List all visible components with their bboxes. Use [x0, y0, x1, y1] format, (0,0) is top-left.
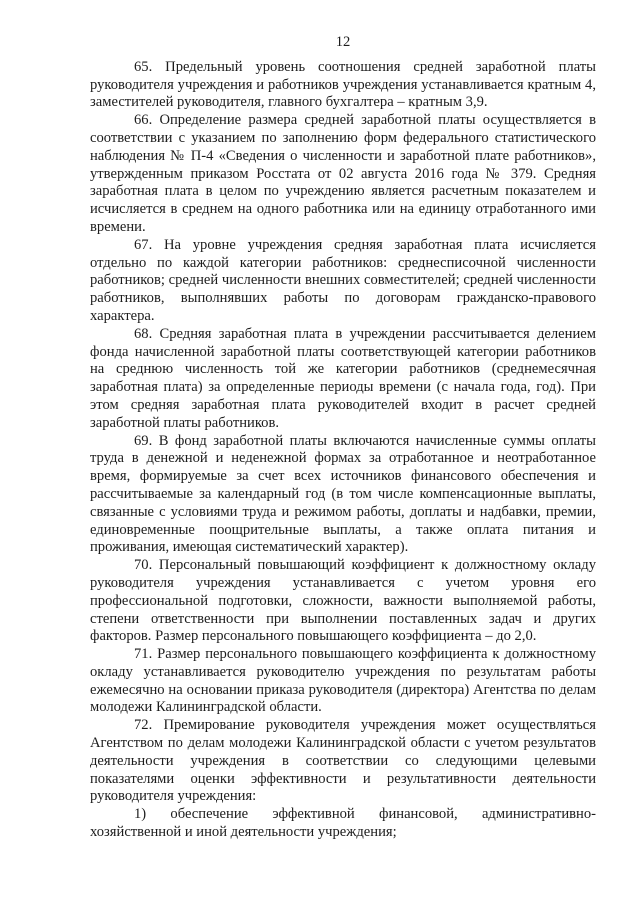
paragraph-65: 65. Предельный уровень соотношения средней заработной платы руководителя учреждения и работников учреждения устанавливается кратным 4, заместителей руководителя, главного бухгалтера – кратным 3,9. [90, 58, 596, 111]
paragraph-67: 67. На уровне учреждения средняя заработная плата исчисляется отдельно по каждой категории работников: среднесписочной численности работников; средней численности внешних совместителей; средней численности работников, выполнявших работы по договорам гражданско-правового характера. [90, 236, 596, 324]
paragraph-70: 70. Персональный повышающий коэффициент к должностному окладу руководителя учреждения устанавливается с учетом уровня его профессиональной подготовки, сложности, важности выполняемой работы, степени ответственности при выполнении поставленных задач и других факторов. Размер персонального повышающего коэффициента – до 2,0. [90, 557, 596, 645]
paragraph-68: 68. Средняя заработная плата в учреждении рассчитывается делением фонда начисленной заработной платы соответствующей категории работников на среднюю численность той же категории работников (среднемесячная заработная плата) за определенные периоды времени (с начала года, год). При этом средняя заработная плата руководителей входит в расчет средней заработной платы работников. [90, 325, 596, 431]
list-item-1: 1) обеспечение эффективной финансовой, административно-хозяйственной и иной деятельности учреждения; [90, 806, 596, 841]
paragraph-66: 66. Определение размера средней заработной платы осуществляется в соответствии с указанием по заполнению форм федерального статистического наблюдения № П-4 «Сведения о численности и заработной плате работников», утвержденным приказом Росстата от 02 августа 2016 года № 379. Средняя заработная плата в целом по учреждению является расчетным показателем и исчисляется в среднем на одного работника или на единицу отработанного ими времени. [90, 112, 596, 235]
paragraph-69: 69. В фонд заработной платы включаются начисленные суммы оплаты труда в денежной и неденежной формах за отработанное и неотработанное время, формируемые за счет всех источников финансового обеспечения и рассчитываемые за календарный год (в том числе компенсационные выплаты, связанные с условиями труда и режимом работы, доплаты и надбавки, премии, единовременные поощрительные выплаты, а также оплата питания и проживания, имеющая систематический характер). [90, 432, 596, 556]
page-number: 12 [335, 34, 351, 50]
paragraph-71: 71. Размер персонального повышающего коэффициента к должностному окладу устанавливается руководителю учреждения по результатам работы ежемесячно на основании приказа руководителя (директора) Агентства по делам молодежи Калининградской области. [90, 646, 596, 716]
paragraph-72: 72. Премирование руководителя учреждения может осуществляться Агентством по делам молодежи Калининградской области с учетом результатов деятельности учреждения в соответствии со следующими целевыми показателями оценки эффективности и результативности деятельности руководителя учреждения: [90, 717, 596, 805]
document-page [90, 34, 596, 842]
